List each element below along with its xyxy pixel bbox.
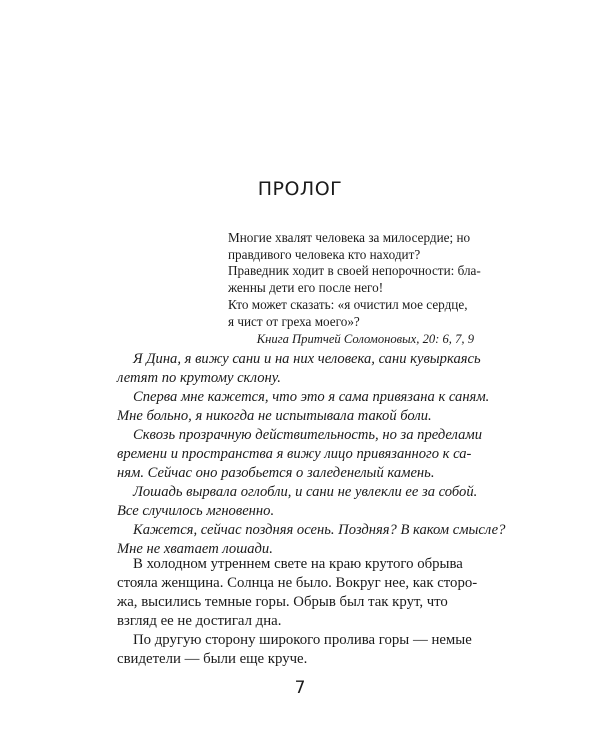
epigraph-line: я чист от греха моего»? bbox=[228, 313, 360, 329]
text-line: Лошадь вырвала оглобли, и сани не увлекли ее за собой. bbox=[133, 484, 478, 500]
text-line: Мне больно, я никогда не испытывала такой боли. bbox=[117, 408, 432, 424]
text-line: жа, высились темные горы. Обрыв был так крут, что bbox=[117, 594, 448, 610]
text-line: ням. Сейчас оно разобьется о заледенелый камень. bbox=[117, 465, 435, 481]
epigraph-line: женны дети его после него! bbox=[228, 280, 384, 296]
page-number: 7 bbox=[294, 678, 306, 698]
epigraph bbox=[228, 230, 481, 348]
text-line: Все случилось мгновенно. bbox=[117, 503, 275, 519]
epigraph-source: Книга Притчей Соломоновых, 20: 6, 7, 9 bbox=[256, 332, 474, 347]
text-line: В холодном утреннем свете на краю крутого обрыва bbox=[133, 556, 463, 572]
epigraph-line: Многие хвалят человека за милосердие; но bbox=[228, 230, 471, 245]
text-line: взгляд ее не достигал дна. bbox=[117, 613, 282, 629]
text-line: свидетели — были еще круче. bbox=[117, 651, 308, 667]
epigraph-line: правдивого человека кто находит? bbox=[228, 246, 421, 262]
dream-passage bbox=[117, 350, 506, 559]
narrative-text bbox=[117, 555, 485, 669]
text-line: Сквозь прозрачную действительность, но за пределами bbox=[133, 427, 482, 443]
text-line: времени и пространства я вижу лицо привязанного к са- bbox=[117, 446, 472, 462]
chapter-title: ПРОЛОГ bbox=[257, 178, 343, 200]
epigraph-line: Праведник ходит в своей непорочности: бла- bbox=[228, 263, 481, 279]
text-line: Мне не хватает лошади. bbox=[117, 541, 273, 557]
text-line: летят по крутому склону. bbox=[117, 370, 281, 386]
text-line: стояла женщина. Солнца не было. Вокруг нее, как сторо- bbox=[117, 575, 478, 591]
text-line: Я Дина, я вижу сани и на них человека, сани кувыркаясь bbox=[133, 351, 481, 367]
text-line: Сперва мне кажется, что это я сама привязана к саням. bbox=[133, 389, 490, 405]
text-line: По другую сторону широкого пролива горы — немые bbox=[133, 632, 472, 648]
epigraph-line: Кто может сказать: «я очистил мое сердце, bbox=[228, 296, 468, 312]
text-line: Кажется, сейчас поздняя осень. Поздняя? В каком смысле? bbox=[133, 522, 506, 538]
